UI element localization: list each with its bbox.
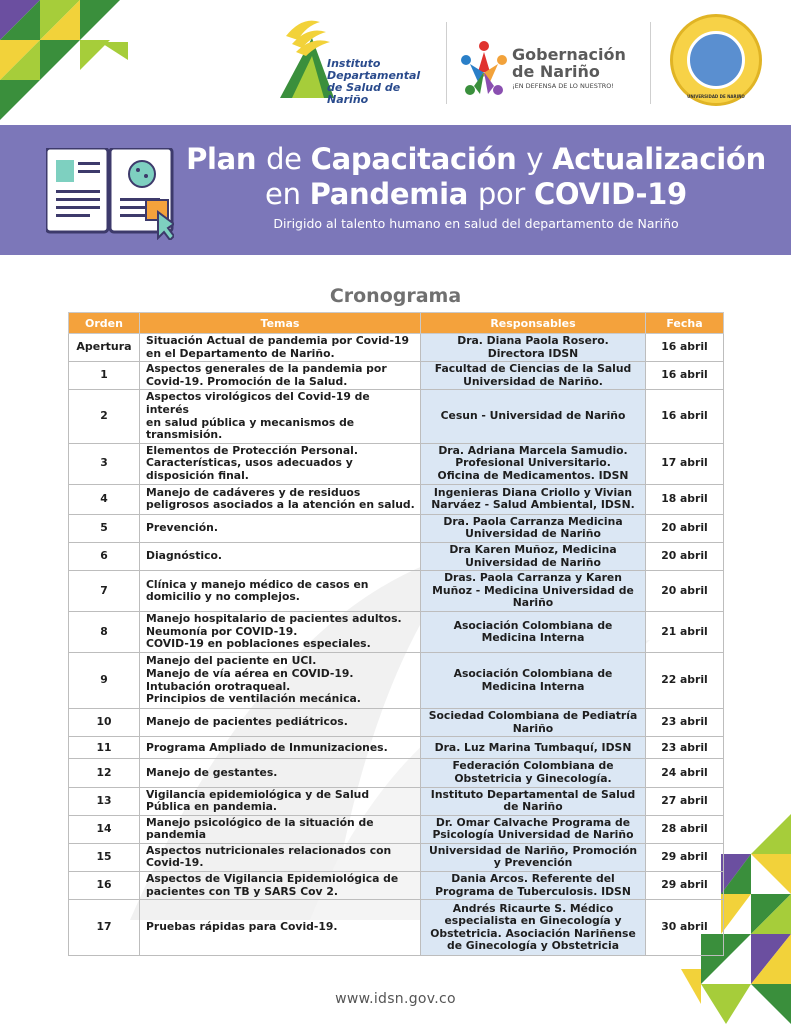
orden-cell: 1: [69, 362, 140, 390]
orden-cell: 6: [69, 542, 140, 570]
column-header-orden: Orden: [69, 313, 140, 334]
orden-cell: 10: [69, 709, 140, 737]
orden-cell: 3: [69, 443, 140, 484]
fecha-cell: 23 abril: [646, 709, 724, 737]
orden-cell: 16: [69, 872, 140, 900]
orden-cell: 12: [69, 759, 140, 787]
fecha-cell: 22 abril: [646, 653, 724, 709]
table-row: [69, 759, 724, 787]
banner-title: [176, 142, 776, 212]
table-row: [69, 542, 724, 570]
fecha-cell: 17 abril: [646, 443, 724, 484]
column-header-responsables: Responsables: [421, 313, 646, 334]
people-star-icon: [458, 38, 510, 98]
tema-cell: Pruebas rápidas para Covid-19.: [140, 900, 421, 956]
banner-title-part: COVID-19: [533, 177, 687, 211]
idsn-logo: [272, 16, 442, 106]
idsn-logo-text: Instituto Departamental de Salud de Nariño: [327, 57, 421, 106]
seal-text: UNIVERSIDAD DE NARIÑO: [687, 94, 745, 99]
fecha-cell: 29 abril: [646, 843, 724, 871]
responsable-cell: Federación Colombiana de Obstetricia y Ginecología.: [421, 759, 646, 787]
tema-cell: Manejo de gestantes.: [140, 759, 421, 787]
gobernacion-title: Gobernación de Nariño: [512, 45, 626, 81]
column-header-fecha: Fecha: [646, 313, 724, 334]
table-row: [69, 709, 724, 737]
banner-title-part: Plan: [186, 142, 267, 176]
orden-cell: 2: [69, 390, 140, 443]
fecha-cell: 24 abril: [646, 759, 724, 787]
tema-cell: Aspectos virológicos del Covid-19 de interés en salud pública y mecanismos de transmisión.: [140, 390, 421, 443]
fecha-cell: 20 abril: [646, 514, 724, 542]
tema-cell: Situación Actual de pandemia por Covid-19 en el Departamento de Nariño.: [140, 334, 421, 362]
column-header-temas: Temas: [140, 313, 421, 334]
table-header-row: [69, 313, 724, 334]
footer-url: www.idsn.gov.co: [335, 991, 456, 1007]
tema-cell: Vigilancia epidemiológica y de Salud Pública en pandemia.: [140, 787, 421, 815]
orden-cell: 11: [69, 737, 140, 759]
table-row: [69, 900, 724, 956]
fecha-cell: 16 abril: [646, 390, 724, 443]
gobernacion-logo: [458, 38, 628, 102]
responsable-cell: Dra. Adriana Marcela Samudio. Profesional Universitario. Oficina de Medicamentos. IDSN: [421, 443, 646, 484]
fecha-cell: 21 abril: [646, 612, 724, 653]
fecha-cell: 20 abril: [646, 571, 724, 612]
responsable-cell: Dania Arcos. Referente del Programa de Tuberculosis. IDSN: [421, 872, 646, 900]
responsable-cell: Sociedad Colombiana de Pediatría Nariño: [421, 709, 646, 737]
banner-subtitle: Dirigido al talento humano en salud del departamento de Nariño: [273, 216, 679, 231]
responsable-cell: Dra. Paola Carranza Medicina Universidad de Nariño: [421, 514, 646, 542]
responsable-cell: Facultad de Ciencias de la Salud Universidad de Nariño.: [421, 362, 646, 390]
tema-cell: Manejo de pacientes pediátricos.: [140, 709, 421, 737]
tema-cell: Prevención.: [140, 514, 421, 542]
responsable-cell: Ingenieras Diana Criollo y Vivian Narváez - Salud Ambiental, IDSN.: [421, 484, 646, 514]
orden-cell: 4: [69, 484, 140, 514]
fecha-cell: 18 abril: [646, 484, 724, 514]
responsable-cell: Dra Karen Muñoz, Medicina Universidad de Nariño: [421, 542, 646, 570]
orden-cell: 8: [69, 612, 140, 653]
responsable-cell: Cesun - Universidad de Nariño: [421, 390, 646, 443]
table-row: [69, 362, 724, 390]
table-row: [69, 484, 724, 514]
table-row: [69, 653, 724, 709]
logo-bar: [262, 12, 782, 112]
table-row: [69, 612, 724, 653]
gobernacion-slogan: ¡EN DEFENSA DE LO NUESTRO!: [512, 82, 615, 90]
banner-title-part: en: [265, 177, 310, 211]
responsable-cell: Andrés Ricaurte S. Médico especialista en Ginecología y Obstetricia. Asociación Nariñense de Ginecología y Obstetricia: [421, 900, 646, 956]
orden-cell: 13: [69, 787, 140, 815]
fecha-cell: 28 abril: [646, 815, 724, 843]
responsable-cell: Instituto Departamental de Salud de Nariño: [421, 787, 646, 815]
fecha-cell: 23 abril: [646, 737, 724, 759]
responsable-cell: Asociación Colombiana de Medicina Interna: [421, 612, 646, 653]
idsn-mark-icon: [272, 16, 334, 98]
fecha-cell: 29 abril: [646, 872, 724, 900]
orden-cell: 15: [69, 843, 140, 871]
table-row: [69, 872, 724, 900]
responsable-cell: Dr. Omar Calvache Programa de Psicología Universidad de Nariño: [421, 815, 646, 843]
universidad-seal: [670, 14, 762, 106]
orden-cell: 5: [69, 514, 140, 542]
responsable-cell: Dra. Luz Marina Tumbaquí, IDSN: [421, 737, 646, 759]
open-book-virus-icon: [46, 148, 174, 240]
responsable-cell: Universidad de Nariño, Promoción y Prevención: [421, 843, 646, 871]
tema-cell: Programa Ampliado de Inmunizaciones.: [140, 737, 421, 759]
responsable-cell: Dras. Paola Carranza y Karen Muñoz - Medicina Universidad de Nariño: [421, 571, 646, 612]
fecha-cell: 27 abril: [646, 787, 724, 815]
table-row: [69, 815, 724, 843]
fecha-cell: 20 abril: [646, 542, 724, 570]
fecha-cell: 30 abril: [646, 900, 724, 956]
orden-cell: Apertura: [69, 334, 140, 362]
table-row: [69, 571, 724, 612]
tema-cell: Aspectos nutricionales relacionados con Covid-19.: [140, 843, 421, 871]
tema-cell: Manejo del paciente en UCI. Manejo de vía aérea en COVID-19. Intubación orotraqueal. Principios de ventilación mecánica.: [140, 653, 421, 709]
table-row: [69, 737, 724, 759]
banner-title-part: por: [477, 177, 534, 211]
schedule-table: [68, 312, 724, 956]
table-row: [69, 787, 724, 815]
fecha-cell: 16 abril: [646, 334, 724, 362]
triangle-pattern-icon: [0, 0, 130, 130]
tema-cell: Elementos de Protección Personal. Características, usos adecuados y disposición final.: [140, 443, 421, 484]
table-row: [69, 843, 724, 871]
tema-cell: Diagnóstico.: [140, 542, 421, 570]
tema-cell: Clínica y manejo médico de casos en domicilio y no complejos.: [140, 571, 421, 612]
table-row: [69, 514, 724, 542]
orden-cell: 9: [69, 653, 140, 709]
banner-title-part: Pandemia: [309, 177, 478, 211]
banner-title-part: Actualización: [552, 142, 766, 176]
banner-title-part: de: [266, 142, 311, 176]
banner-title-part: Capacitación: [310, 142, 527, 176]
seal-crest-icon: [687, 31, 745, 89]
responsable-cell: Asociación Colombiana de Medicina Interna: [421, 653, 646, 709]
table-row: [69, 443, 724, 484]
orden-cell: 7: [69, 571, 140, 612]
logo-divider: [446, 22, 447, 104]
orden-cell: 17: [69, 900, 140, 956]
tema-cell: Aspectos de Vigilancia Epidemiológica de pacientes con TB y SARS Cov 2.: [140, 872, 421, 900]
fecha-cell: 16 abril: [646, 362, 724, 390]
table-row: [69, 334, 724, 362]
responsable-cell: Dra. Diana Paola Rosero. Directora IDSN: [421, 334, 646, 362]
tema-cell: Aspectos generales de la pandemia por Covid-19. Promoción de la Salud.: [140, 362, 421, 390]
logo-divider: [650, 22, 651, 104]
banner-title-part: y: [526, 142, 553, 176]
tema-cell: Manejo psicológico de la situación de pandemia: [140, 815, 421, 843]
cronograma-title: Cronograma: [329, 285, 462, 307]
table-row: [69, 390, 724, 443]
tema-cell: Manejo de cadáveres y de residuos peligrosos asociados a la atención en salud.: [140, 484, 421, 514]
tema-cell: Manejo hospitalario de pacientes adultos. Neumonía por COVID-19. COVID-19 en poblaciones especiales.: [140, 612, 421, 653]
orden-cell: 14: [69, 815, 140, 843]
